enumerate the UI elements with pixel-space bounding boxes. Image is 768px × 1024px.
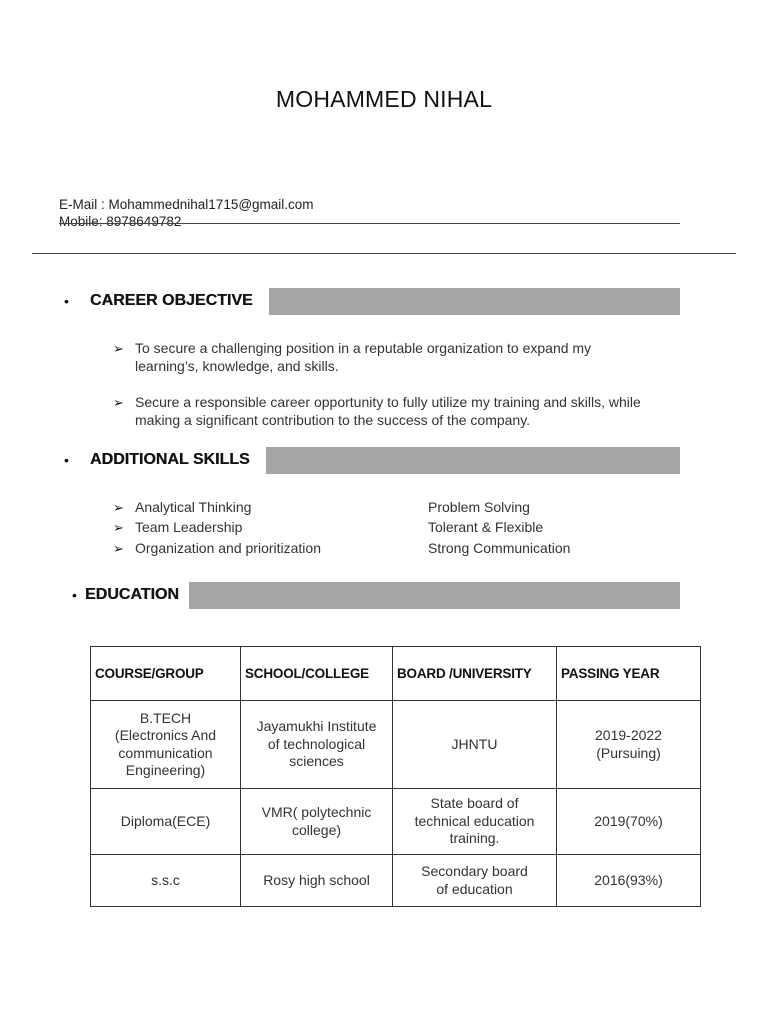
objective-text: Secure a responsible career opportunity to fully utilize my training and skills, while making a significant contribution to the success of the company. — [135, 394, 641, 428]
column-header: BOARD /UNIVERSITY — [393, 647, 557, 701]
course-cell: B.TECH (Electronics And communication Engineering) — [91, 701, 241, 789]
board-cell: State board of technical education training. — [393, 789, 557, 855]
year-cell: 2019-2022 (Pursuing) — [557, 701, 701, 789]
bullet-icon: • — [64, 452, 69, 468]
column-header: SCHOOL/COLLEGE — [241, 647, 393, 701]
skill-text: Team Leadership — [135, 519, 243, 535]
skill-text-right: Strong Communication — [428, 540, 571, 556]
arrow-bullet-icon: ➢ — [113, 341, 124, 356]
arrow-bullet-icon: ➢ — [113, 395, 124, 410]
section-header-career-objective — [64, 288, 680, 314]
school-cell: Jayamukhi Institute of technological sciences — [241, 701, 393, 789]
table-header-row — [91, 647, 701, 701]
skill-text: Organization and prioritization — [135, 540, 321, 556]
section-title: ADDITIONAL SKILLS — [90, 449, 252, 471]
section-title: CAREER OBJECTIVE — [90, 290, 255, 312]
resume-name: MOHAMMED NIHAL — [275, 86, 493, 112]
column-header: PASSING YEAR — [557, 647, 701, 701]
skill-text-right: Problem Solving — [428, 499, 530, 515]
mobile-line: Mobile: 8978649782 — [59, 214, 182, 229]
table-row — [91, 701, 701, 789]
table-row — [91, 789, 701, 855]
section-bar — [269, 288, 680, 315]
section-bar — [266, 447, 680, 474]
education-table — [90, 646, 701, 907]
arrow-bullet-icon: ➢ — [113, 500, 124, 515]
year-cell: 2019(70%) — [557, 789, 701, 855]
section-header-education — [72, 582, 680, 608]
year-cell: 2016(93%) — [557, 855, 701, 907]
contact-block — [59, 196, 314, 230]
course-cell: Diploma(ECE) — [91, 789, 241, 855]
email-line: E-Mail : Mohammednihal1715@gmail.com — [59, 197, 314, 212]
board-cell: JHNTU — [393, 701, 557, 789]
school-cell: Rosy high school — [241, 855, 393, 907]
section-title: EDUCATION — [85, 584, 181, 606]
objective-text: To secure a challenging position in a reputable organization to expand my learning’s, knowledge, and skills. — [135, 340, 592, 374]
arrow-bullet-icon: ➢ — [113, 541, 124, 556]
section-header-additional-skills — [64, 447, 680, 473]
header-divider — [32, 253, 736, 254]
contact-underline — [59, 223, 680, 224]
board-cell: Secondary board of education — [393, 855, 557, 907]
bullet-icon: • — [72, 587, 77, 603]
bullet-icon: • — [64, 293, 69, 309]
school-cell: VMR( polytechnic college) — [241, 789, 393, 855]
column-header: COURSE/GROUP — [91, 647, 241, 701]
table-row — [91, 855, 701, 907]
course-cell: s.s.c — [91, 855, 241, 907]
skill-text-right: Tolerant & Flexible — [428, 519, 544, 535]
section-bar — [189, 582, 680, 609]
skill-text: Analytical Thinking — [135, 499, 252, 515]
arrow-bullet-icon: ➢ — [113, 520, 124, 535]
